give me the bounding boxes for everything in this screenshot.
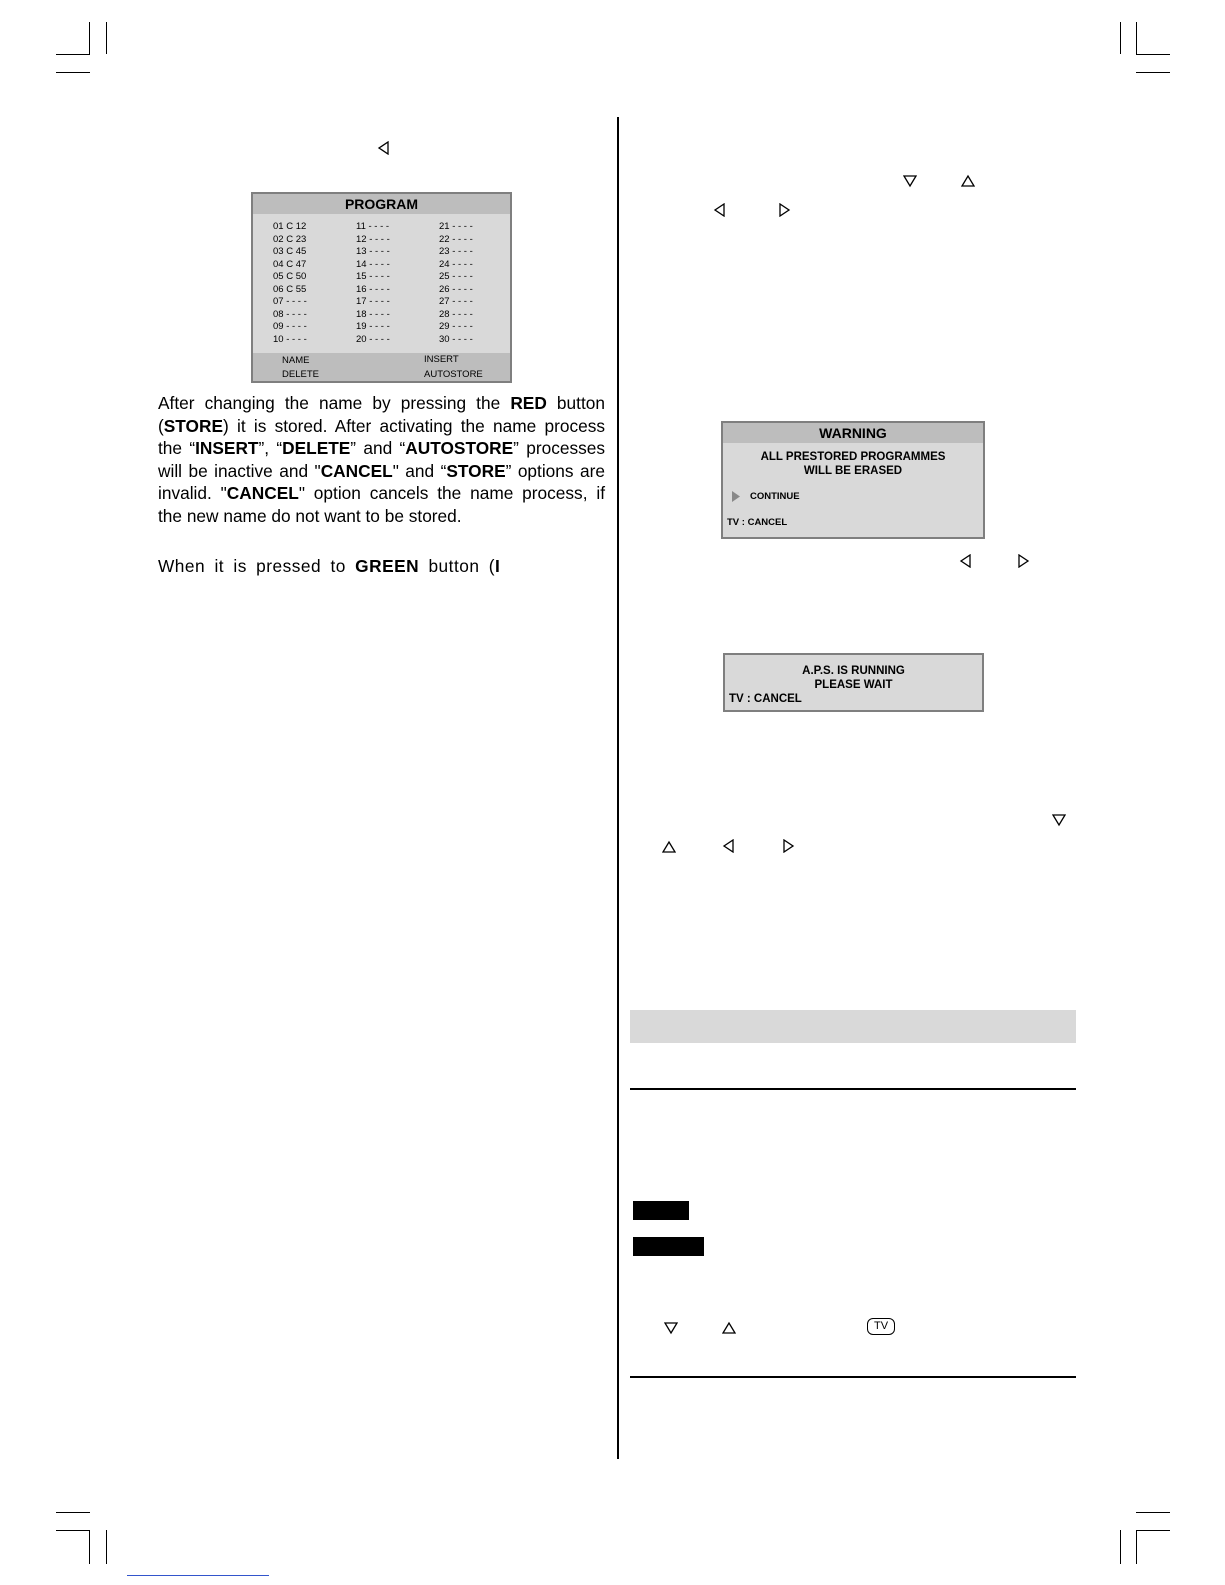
redacted-label-box <box>633 1201 689 1220</box>
redacted-label-box <box>633 1237 704 1256</box>
store-label: STORE <box>163 415 223 436</box>
crop-mark <box>56 1512 90 1513</box>
program-entry: 10 - - - - <box>273 333 307 345</box>
autostore-option[interactable]: AUTOSTORE <box>424 369 483 380</box>
name-store-paragraph <box>158 392 605 527</box>
program-entry: 28 - - - - <box>439 308 473 320</box>
insert-label: INSERT <box>195 438 259 458</box>
program-entry: 02 C 23 <box>273 233 307 245</box>
green-button-label: GREEN <box>355 556 420 576</box>
crop-mark <box>1120 1530 1121 1564</box>
link-underline <box>127 1575 269 1576</box>
cancel-hint[interactable]: TV : CANCEL <box>727 517 788 528</box>
program-column-2 <box>356 221 390 346</box>
text-run: ” and “ <box>350 438 406 458</box>
program-menu-title: PROGRAM <box>253 194 510 214</box>
delete-option[interactable]: DELETE <box>282 369 319 380</box>
cancel-label: CANCEL <box>320 460 393 481</box>
down-arrow-icon <box>1052 813 1066 827</box>
text-run: ” processes will be inactive and " <box>158 438 605 481</box>
crop-mark <box>1136 1530 1170 1531</box>
column-divider <box>617 117 619 1459</box>
left-arrow-icon <box>713 203 727 217</box>
program-entry: 06 C 55 <box>273 283 307 295</box>
selection-marker-icon <box>732 491 741 502</box>
cancel-label: CANCEL <box>226 483 299 503</box>
name-option[interactable]: NAME <box>282 355 310 366</box>
crop-mark <box>1120 22 1121 54</box>
program-entry: 17 - - - - <box>356 296 390 307</box>
program-entry: 11 - - - - <box>356 221 390 232</box>
up-arrow-icon <box>961 174 975 188</box>
program-entry: 21 - - - - <box>439 221 473 232</box>
program-entry: 15 - - - - <box>356 271 390 282</box>
green-button-paragraph <box>158 555 605 578</box>
program-entry: 07 - - - - <box>273 296 307 307</box>
crop-mark <box>1136 54 1170 55</box>
program-entry: 13 - - - - <box>356 246 390 257</box>
warning-dialog <box>721 421 985 539</box>
aps-cancel-hint[interactable]: TV : CANCEL <box>729 693 802 705</box>
text-run: ) it is stored. After activating the name process the “ <box>158 415 605 458</box>
right-arrow-icon <box>777 203 791 217</box>
program-entry: 01 C 12 <box>273 221 307 232</box>
program-entry: 14 - - - - <box>356 258 390 270</box>
store-label: STORE <box>446 460 506 481</box>
program-entry: 08 - - - - <box>273 308 307 320</box>
text-run: ” options are invalid. " <box>158 460 605 503</box>
text-run: After changing the name by pressing the <box>158 393 511 413</box>
program-entry: 27 - - - - <box>439 296 473 307</box>
crop-mark <box>1136 1512 1170 1513</box>
up-arrow-icon <box>662 840 676 854</box>
program-entry: 16 - - - - <box>356 283 390 295</box>
crop-mark <box>56 1530 90 1531</box>
red-button-label: RED <box>510 393 547 413</box>
section-rule <box>630 1088 1076 1090</box>
left-arrow-icon <box>722 839 736 853</box>
program-entry: 12 - - - - <box>356 233 390 245</box>
tv-button-icon <box>867 1318 895 1335</box>
crop-mark <box>89 1530 90 1564</box>
section-heading-band <box>630 1010 1076 1043</box>
program-entry: 20 - - - - <box>356 333 390 345</box>
insert-option[interactable]: INSERT <box>424 354 459 365</box>
right-arrow-icon <box>1016 554 1030 568</box>
down-arrow-icon <box>664 1321 678 1335</box>
crop-mark <box>1136 1530 1137 1564</box>
text-run: " option cancels the name process, if the new name do not want to be stored. <box>158 483 605 526</box>
program-entry: 05 C 50 <box>273 271 307 282</box>
crop-mark <box>56 54 90 55</box>
right-arrow-icon <box>781 839 795 853</box>
program-column-3 <box>439 221 473 346</box>
left-arrow-icon <box>959 554 973 568</box>
section-rule <box>630 1376 1076 1378</box>
down-arrow-icon <box>903 174 917 188</box>
program-column-1 <box>273 221 307 346</box>
text-run: " and “ <box>392 460 447 481</box>
continue-option[interactable]: CONTINUE <box>750 491 800 502</box>
program-entry: 29 - - - - <box>439 321 473 332</box>
program-entry: 22 - - - - <box>439 233 473 245</box>
crop-mark <box>56 72 90 73</box>
crop-mark <box>106 1530 107 1564</box>
text-run: I <box>495 556 501 576</box>
autostore-label: AUTOSTORE <box>405 438 514 458</box>
crop-mark <box>106 22 107 54</box>
delete-label: DELETE <box>282 438 351 458</box>
program-entry: 30 - - - - <box>439 333 473 345</box>
tv-button-label: TV <box>873 1320 889 1332</box>
program-entry: 24 - - - - <box>439 258 473 270</box>
program-entry: 04 C 47 <box>273 258 307 270</box>
program-entry: 09 - - - - <box>273 321 307 332</box>
program-entry: 25 - - - - <box>439 271 473 282</box>
program-menu <box>251 192 512 383</box>
program-entry: 03 C 45 <box>273 246 307 257</box>
warning-line-1: ALL PRESTORED PROGRAMMES <box>760 451 946 463</box>
text-run: button ( <box>419 556 496 576</box>
aps-status-line: A.P.S. IS RUNNING <box>802 665 905 677</box>
up-arrow-icon <box>722 1321 736 1335</box>
program-entry: 19 - - - - <box>356 321 390 332</box>
warning-line-2: WILL BE ERASED <box>803 465 903 477</box>
program-entry: 26 - - - - <box>439 283 473 295</box>
left-arrow-icon <box>377 141 391 155</box>
warning-title: WARNING <box>723 423 983 443</box>
program-entry: 23 - - - - <box>439 246 473 257</box>
program-entry: 18 - - - - <box>356 308 390 320</box>
text-run: button ( <box>158 393 605 436</box>
crop-mark <box>1136 72 1170 73</box>
aps-running-dialog <box>723 653 984 712</box>
text-run: When it is pressed to <box>158 556 356 576</box>
text-run: ”, “ <box>258 438 283 458</box>
aps-wait-line: PLEASE WAIT <box>814 679 893 691</box>
crop-mark <box>1136 22 1137 54</box>
crop-mark <box>89 22 90 54</box>
